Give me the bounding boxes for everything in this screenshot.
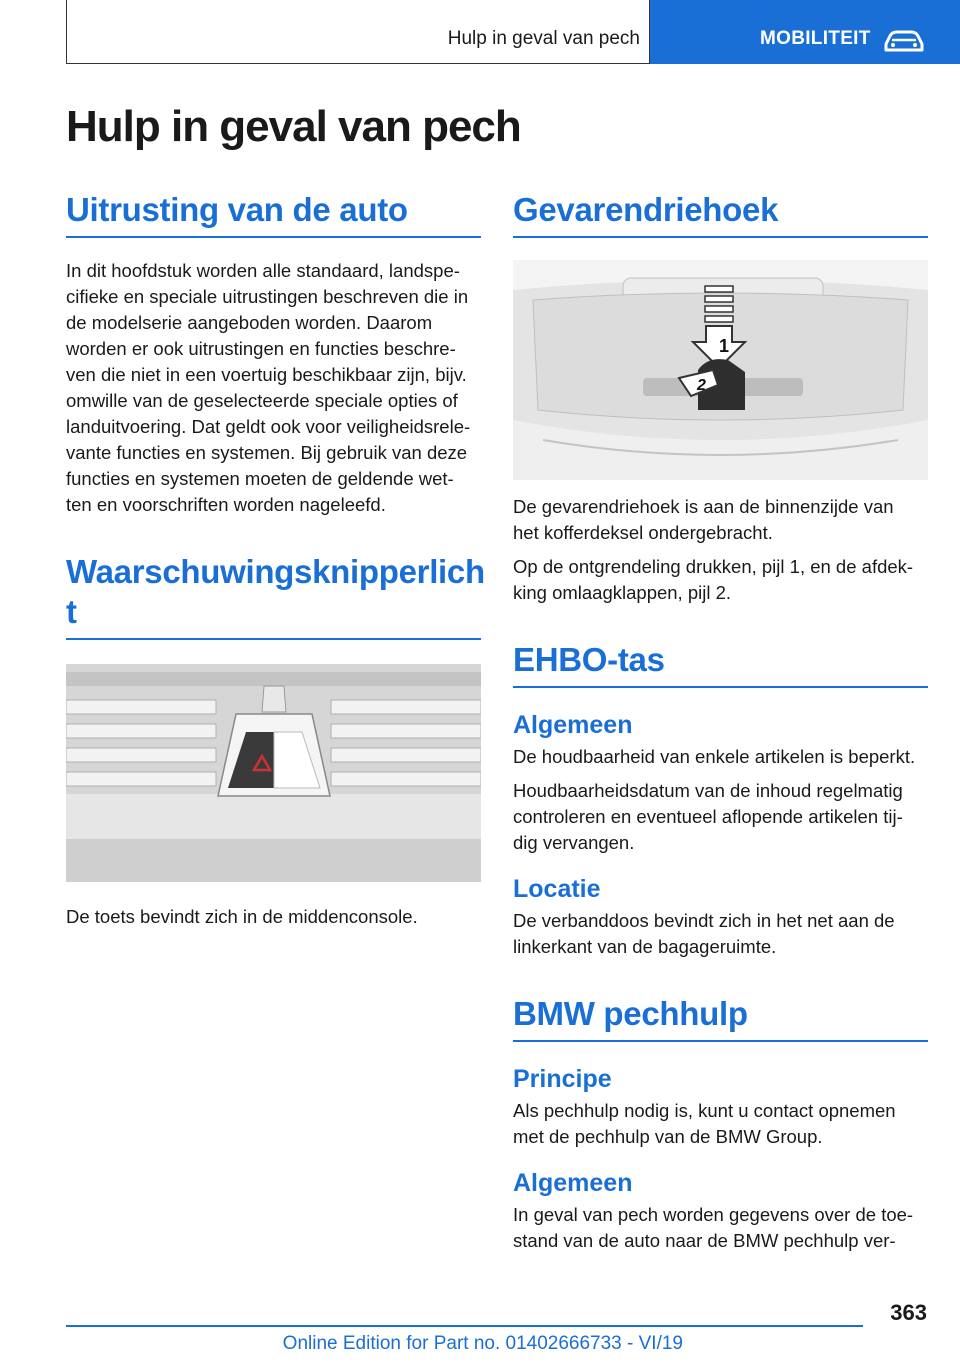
section-title-equipment: Uitrusting van de auto [66,190,481,238]
text-line: Houdbaarheidsdatum van de inhoud regelmatig [513,780,903,801]
text-line: cifieke en speciale uitrustingen beschreven die in [66,286,469,307]
figure-label-1: 1 [719,336,730,356]
first-aid-paragraph-2 [513,778,928,856]
hazard-button-figure [66,664,481,882]
text-line: functies en systemen moeten de geldende wet- [66,468,454,489]
roadside-general-paragraph [513,1202,928,1254]
text-line: landuitvoering. Dat geldt ook voor veiligheidsrele- [66,416,471,437]
text-line: king omlaagklappen, pijl 2. [513,582,732,603]
subtitle-principle: Principe [513,1065,612,1093]
warning-triangle-paragraph-2 [513,554,928,606]
page-number: 363 [890,1300,927,1325]
section-title-hazard-lights [66,552,485,640]
text-line: ten en voorschriften worden nageleefd. [66,494,386,515]
text-line: stand van de auto naar de BMW pechhulp ver- [513,1230,896,1251]
text-line: De gevarendriehoek is aan de binnenzijde van [513,496,894,517]
section-tab[interactable] [650,0,960,64]
principle-paragraph [513,1098,928,1150]
subtitle-location: Locatie [513,875,601,903]
location-paragraph [513,908,928,960]
section-title-first-aid-kit: EHBO-tas [513,640,928,688]
trunk-lid-illustration [513,260,928,480]
subtitle-general: Algemeen [513,711,633,739]
hazard-console-illustration [66,664,481,882]
text-line: het kofferdeksel ondergebracht. [513,522,773,543]
text-line: In geval van pech worden gegevens over de toe- [513,1204,914,1225]
left-column [66,190,485,930]
hazard-caption: De toets bevindt zich in de middenconsole. [66,906,418,927]
warning-triangle-paragraph-1 [513,494,928,546]
text-line: De verbanddoos bevindt zich in het net aan de [513,910,895,931]
section-title-warning-triangle: Gevarendriehoek [513,190,928,238]
header-section-title: Hulp in geval van pech [447,28,640,49]
text-line: controleren en eventueel aflopende artikelen tij- [513,806,903,827]
text-line: worden er ook uitrustingen en functies beschre- [66,338,456,359]
edition-note: Online Edition for Part no. 01402666733 - VI/19 [282,1333,683,1354]
right-column [513,190,928,1254]
text-line: dig vervangen. [513,832,635,853]
equipment-paragraph [66,258,481,518]
text-line: In dit hoofdstuk worden alle standaard, landspe- [66,260,460,281]
page-title: Hulp in geval van pech [66,102,521,151]
title-line: Waarschuwingsknipperlich [66,553,485,590]
first-aid-paragraph-1: De houdbaarheid van enkele artikelen is beperkt. [513,746,916,767]
text-line: Op de ontgrendeling drukken, pijl 1, en de afdek- [513,556,914,577]
footer-divider [66,1325,863,1327]
text-line: met de pechhulp van de BMW Group. [513,1126,823,1147]
section-title-bmw-roadside: BMW pechhulp [513,994,928,1042]
text-line: linkerkant van de bagageruimte. [513,936,777,957]
text-line: Als pechhulp nodig is, kunt u contact opnemen [513,1100,896,1121]
figure-label-2: 2 [697,377,706,394]
text-line: omwille van de geselecteerde speciale opties of [66,390,458,411]
section-tab-label: MOBILITEIT [760,28,871,49]
text-line: ven die niet in een voertuig beschikbaar zijn, bijv. [66,364,467,385]
title-line: t [66,593,77,630]
text-line: vante functies en systemen. Bij gebruik van deze [66,442,468,463]
warning-triangle-figure [513,260,928,480]
text-line: de modelserie aangeboden worden. Daarom [66,312,433,333]
subtitle-general-2: Algemeen [513,1169,633,1197]
car-icon [882,28,926,54]
